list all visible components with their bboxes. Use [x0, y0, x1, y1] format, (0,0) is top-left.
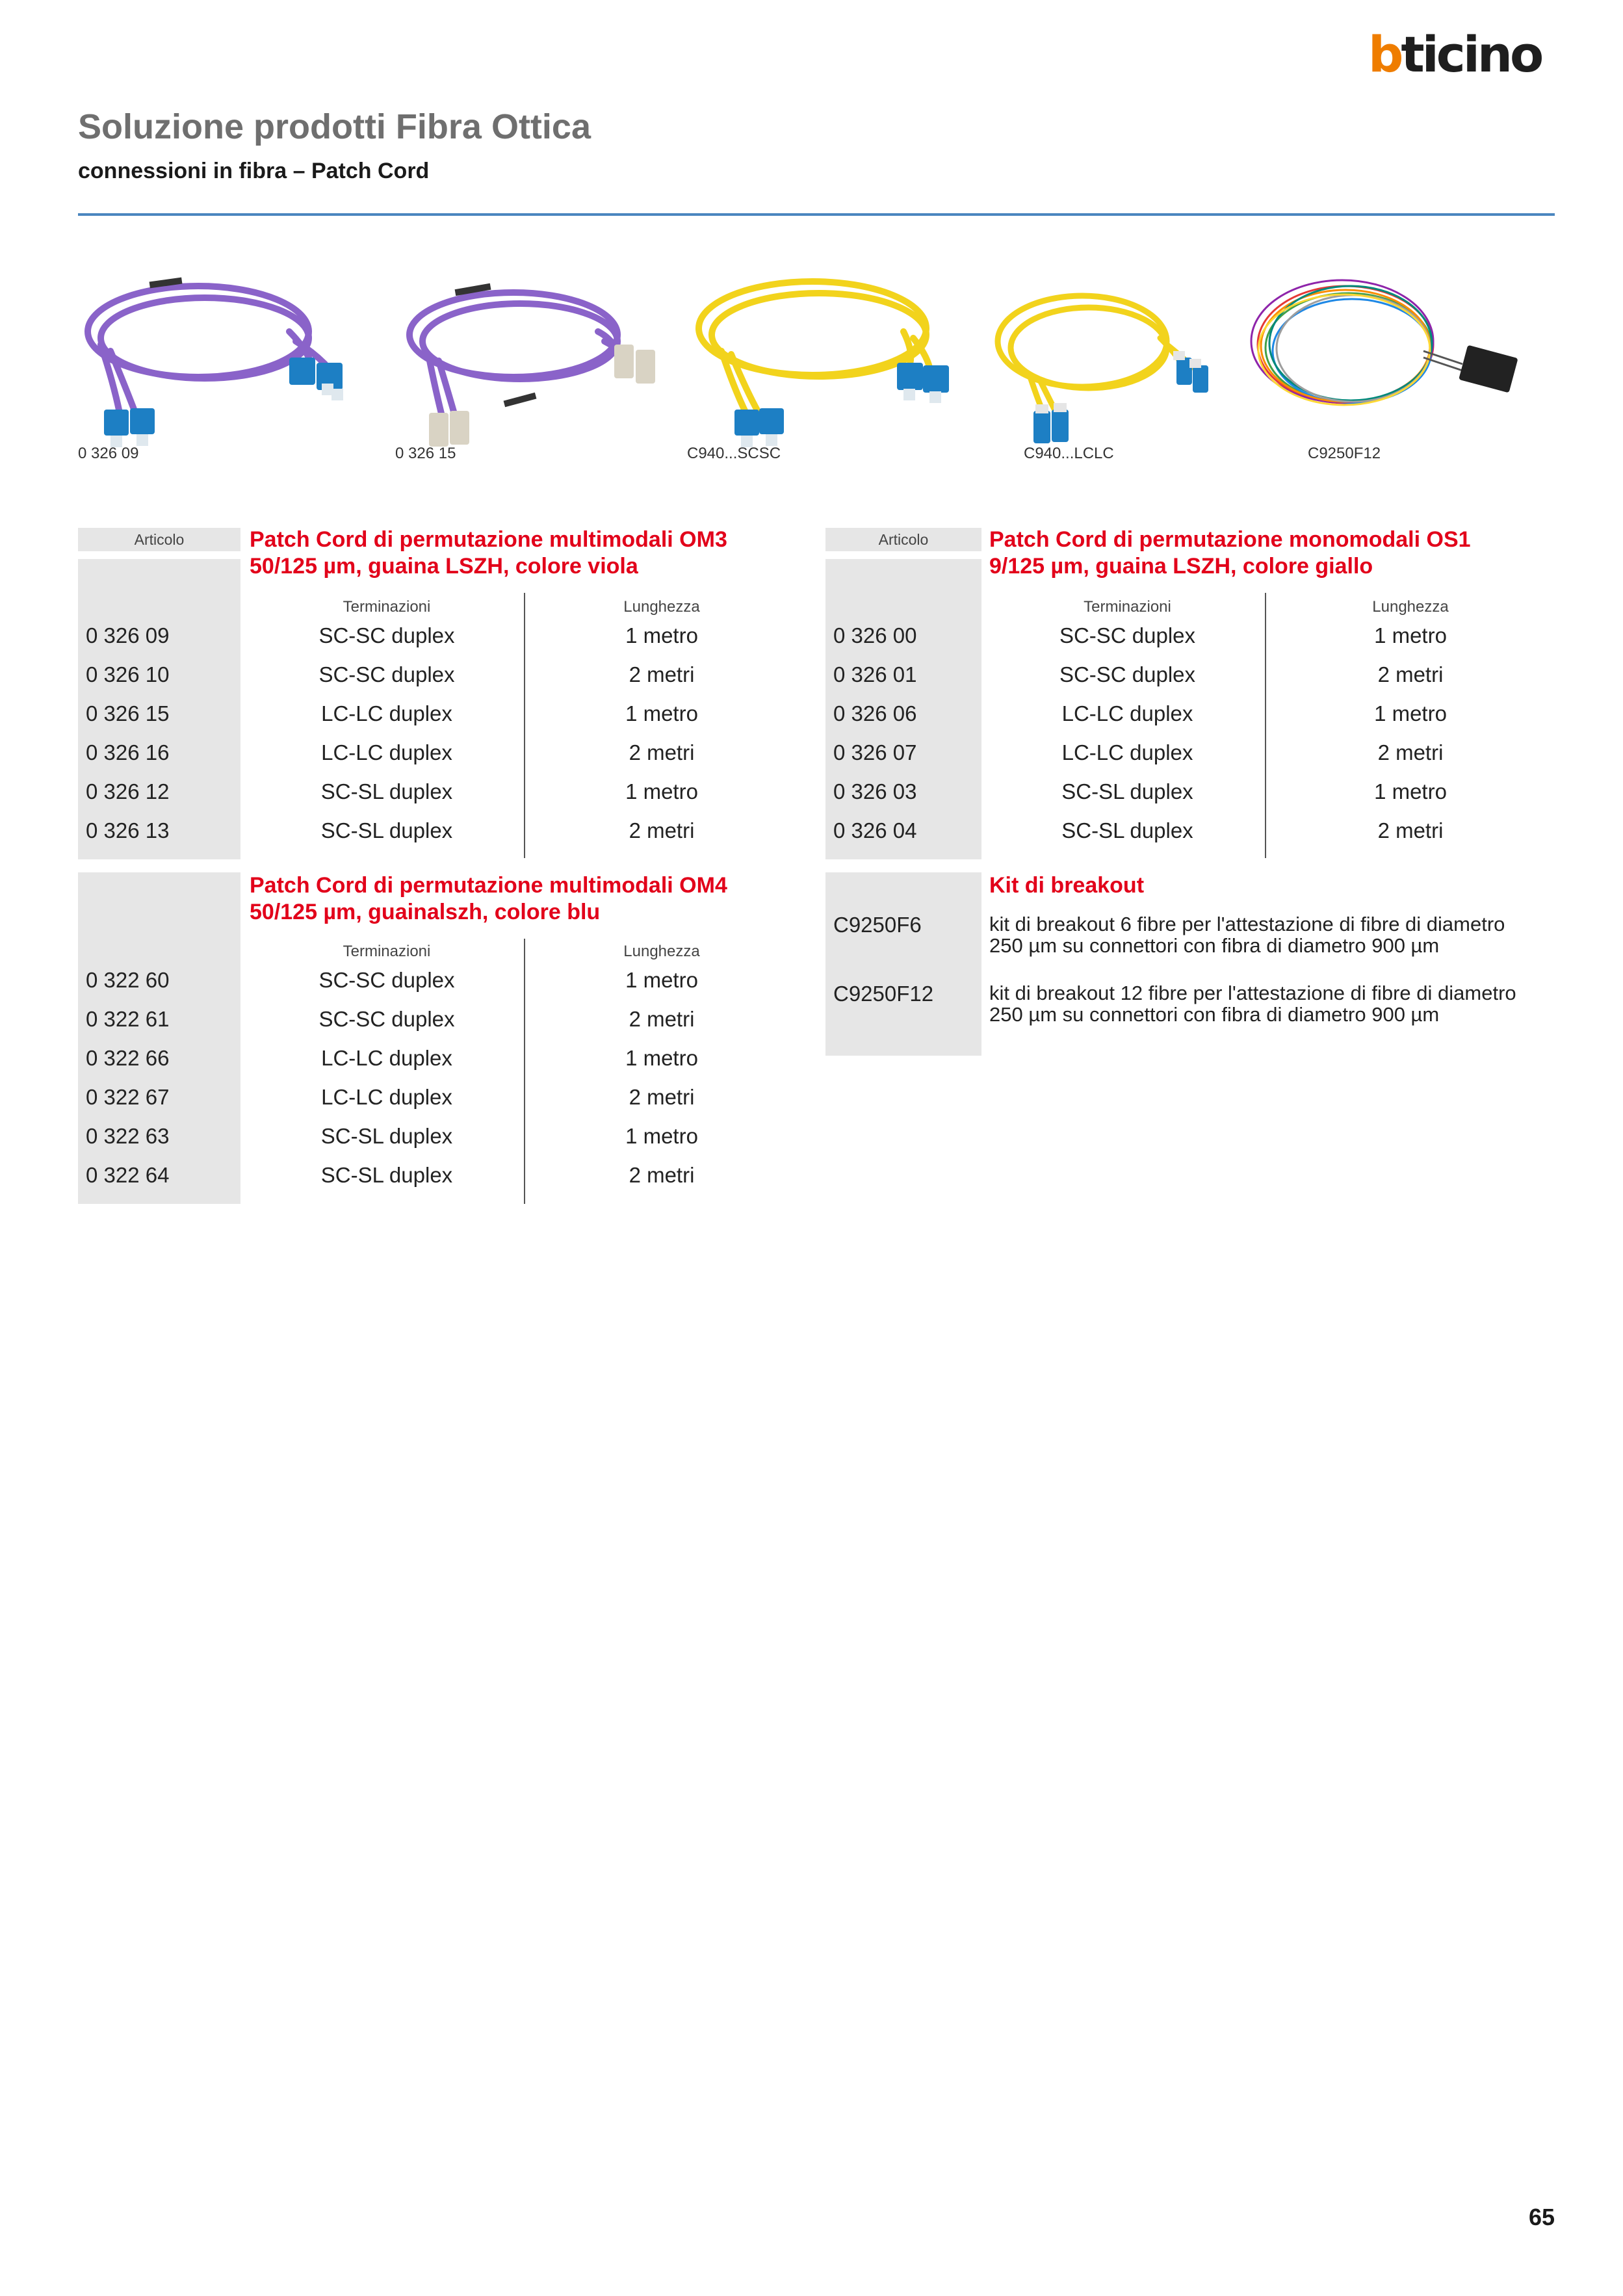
- table-row-lunghezza: 1 metro: [625, 779, 698, 803]
- table-row-lunghezza: 2 metri: [1377, 818, 1444, 842]
- table-row-lunghezza: 2 metri: [1377, 662, 1444, 686]
- table-row-code: 0 322 61: [86, 1007, 170, 1031]
- page-subtitle: connessioni in fibra – Patch Cord: [78, 159, 430, 183]
- product-caption: 0 326 15: [395, 445, 456, 462]
- bticino-logo: bticino: [1368, 25, 1542, 83]
- product-caption: C940...LCLC: [1024, 445, 1114, 462]
- table-row-terminazioni: SC-SC duplex: [318, 623, 455, 647]
- table-row-lunghezza: 1 metro: [625, 1046, 698, 1070]
- product-caption: C9250F12: [1308, 445, 1381, 462]
- purple-sc-patch-cord-image: [75, 260, 348, 455]
- table-row-lunghezza: 2 metri: [1377, 740, 1444, 764]
- section-title-os1: Patch Cord di permutazione monomodali OS1 9/125 µm, guaina LSZH, colore giallo: [989, 527, 1471, 579]
- table-row-terminazioni: SC-SC duplex: [1059, 662, 1196, 686]
- column-header-lunghezza: Lunghezza: [623, 943, 700, 960]
- table-row-lunghezza: 2 metri: [629, 1007, 695, 1031]
- table-row-code: 0 326 07: [833, 740, 917, 764]
- table-row-code: C9250F12: [833, 982, 934, 1006]
- column-header-terminazioni: Terminazioni: [1084, 598, 1171, 616]
- column-header-terminazioni: Terminazioni: [343, 943, 431, 960]
- table-row-terminazioni: SC-SL duplex: [320, 779, 453, 803]
- table-row-code: C9250F6: [833, 913, 922, 937]
- table-row-lunghezza: 1 metro: [1374, 701, 1447, 725]
- table-row-code: 0 326 10: [86, 662, 170, 686]
- breakout-description: kit di breakout 12 fibre per l'attestazione di fibre di diametro 250 µm su connettori con fibra di diametro 900 µm: [989, 982, 1516, 1026]
- yellow-lc-patch-cord-image: [978, 260, 1251, 455]
- section-title-breakout: Kit di breakout: [989, 873, 1145, 898]
- table-row-terminazioni: SC-SC duplex: [318, 968, 455, 992]
- articolo-header: Articolo: [78, 528, 240, 551]
- table-row-terminazioni: SC-SC duplex: [318, 662, 455, 686]
- table-row-code: 0 326 04: [833, 818, 917, 842]
- table-row-terminazioni: SC-SL duplex: [1061, 818, 1193, 842]
- table-row-code: 0 326 16: [86, 740, 170, 764]
- purple-lc-patch-cord-image: [390, 260, 663, 455]
- table-row-lunghezza: 2 metri: [629, 1163, 695, 1187]
- table-row-terminazioni: LC-LC duplex: [321, 701, 452, 725]
- column-header-terminazioni: Terminazioni: [343, 598, 431, 616]
- table-row-terminazioni: SC-SL duplex: [320, 1163, 453, 1187]
- table-row-code: 0 322 63: [86, 1124, 170, 1148]
- table-row-lunghezza: 1 metro: [1374, 779, 1447, 803]
- table-row-lunghezza: 2 metri: [629, 740, 695, 764]
- table-row-lunghezza: 1 metro: [1374, 623, 1447, 647]
- table-row-terminazioni: LC-LC duplex: [321, 740, 452, 764]
- page-title: Soluzione prodotti Fibra Ottica: [78, 107, 591, 146]
- table-row-code: 0 326 09: [86, 623, 170, 647]
- table-row-terminazioni: LC-LC duplex: [321, 1085, 452, 1109]
- table-row-code: 0 326 03: [833, 779, 917, 803]
- table-row-lunghezza: 1 metro: [625, 968, 698, 992]
- yellow-sc-patch-cord-image: [682, 260, 955, 455]
- table-row-code: 0 322 66: [86, 1046, 170, 1070]
- table-row-code: 0 326 13: [86, 818, 170, 842]
- product-caption: 0 326 09: [78, 445, 139, 462]
- articolo-header: Articolo: [825, 528, 981, 551]
- table-row-terminazioni: SC-SC duplex: [1059, 623, 1196, 647]
- table-row-terminazioni: LC-LC duplex: [321, 1046, 452, 1070]
- column-header-lunghezza: Lunghezza: [623, 598, 700, 616]
- table-row-lunghezza: 2 metri: [629, 662, 695, 686]
- table-row-terminazioni: SC-SL duplex: [320, 1124, 453, 1148]
- table-row-code: 0 322 60: [86, 968, 170, 992]
- table-row-code: 0 326 06: [833, 701, 917, 725]
- table-row-code: 0 322 64: [86, 1163, 170, 1187]
- section-title-om4: Patch Cord di permutazione multimodali OM4 50/125 µm, guainalszh, colore blu: [250, 873, 727, 924]
- table-row-terminazioni: SC-SL duplex: [1061, 779, 1193, 803]
- section-title-om3: Patch Cord di permutazione multimodali OM3 50/125 µm, guaina LSZH, colore viola: [250, 527, 727, 579]
- table-row-terminazioni: LC-LC duplex: [1061, 701, 1193, 725]
- table-row-lunghezza: 2 metri: [629, 818, 695, 842]
- product-caption: C940...SCSC: [687, 445, 781, 462]
- table-row-lunghezza: 1 metro: [625, 623, 698, 647]
- page-number: 65: [1528, 2204, 1555, 2230]
- table-row-code: 0 326 12: [86, 779, 170, 803]
- breakout-description: kit di breakout 6 fibre per l'attestazione di fibre di diametro 250 µm su connettori con fibra di diametro 900 µm: [989, 913, 1505, 957]
- table-row-terminazioni: SC-SL duplex: [320, 818, 453, 842]
- title-divider: [78, 213, 1555, 216]
- table-row-code: 0 326 15: [86, 701, 170, 725]
- table-row-code: 0 322 67: [86, 1085, 170, 1109]
- table-row-terminazioni: LC-LC duplex: [1061, 740, 1193, 764]
- code-column-bg: [78, 872, 240, 1204]
- table-row-code: 0 326 00: [833, 623, 917, 647]
- table-row-lunghezza: 1 metro: [625, 701, 698, 725]
- column-header-lunghezza: Lunghezza: [1372, 598, 1449, 616]
- table-row-code: 0 326 01: [833, 662, 917, 686]
- table-row-terminazioni: SC-SC duplex: [318, 1007, 455, 1031]
- table-row-lunghezza: 2 metri: [629, 1085, 695, 1109]
- breakout-kit-image: [1248, 260, 1521, 455]
- table-row-lunghezza: 1 metro: [625, 1124, 698, 1148]
- code-column-bg: [825, 872, 981, 1056]
